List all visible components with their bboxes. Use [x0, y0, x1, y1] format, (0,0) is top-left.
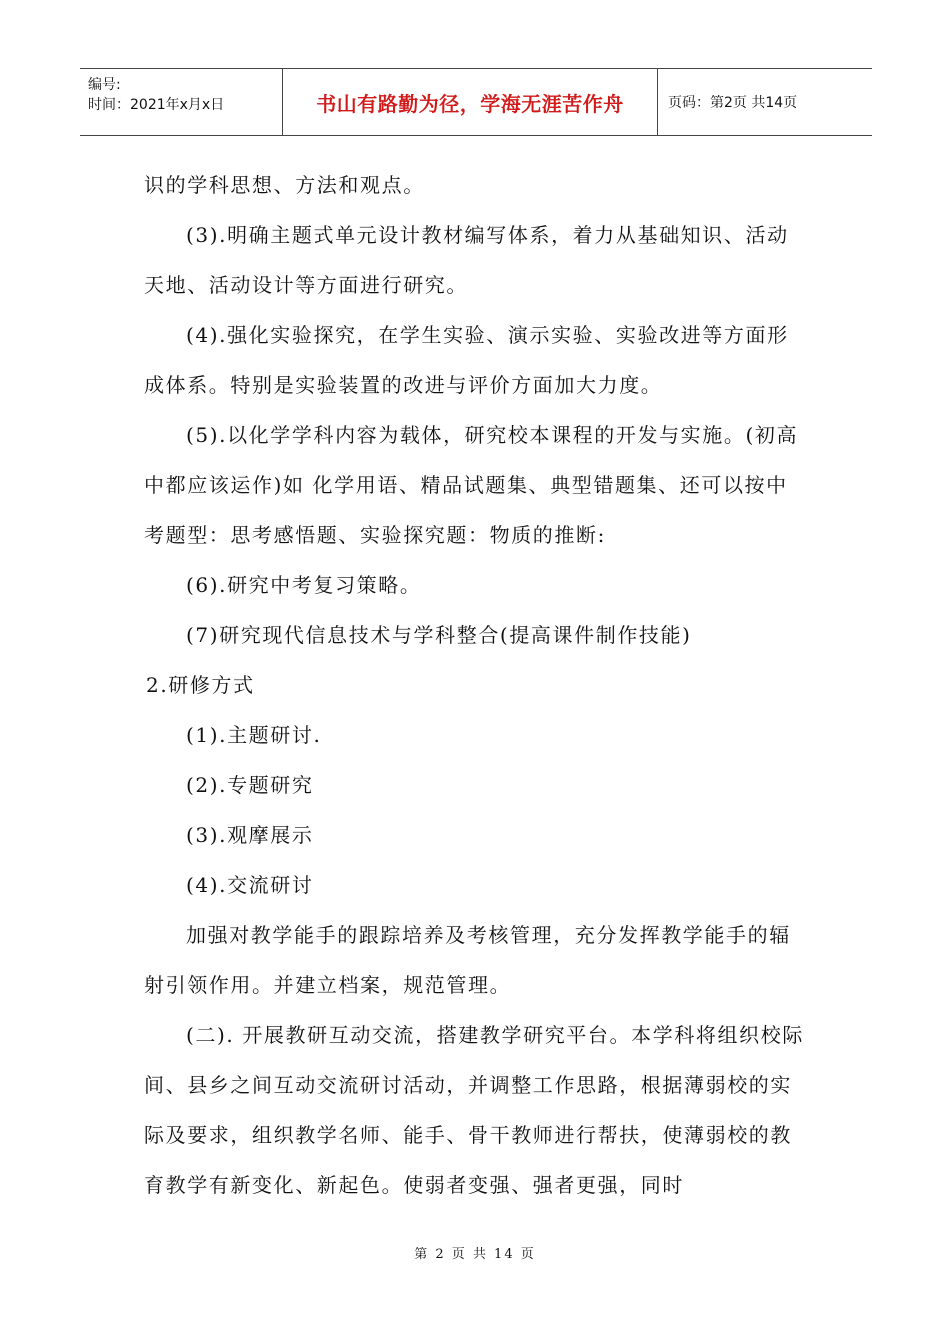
- section-heading: 2.研修方式: [146, 673, 255, 697]
- paragraph: (二). 开展教研互动交流，搭建教学研究平台。本学科将组织校际间、县乡之间互动交流研讨活动，并调整工作思路，根据薄弱校的实际及要求，组织教学名师、能手、骨干教师进行帮扶，使薄弱校的教育教学有新变化、新起色。使弱者变强、强者更强，同时: [144, 1023, 804, 1197]
- paragraph: (4).强化实验探究，在学生实验、演示实验、实验改进等方面形成体系。特别是实验装置的改进与评价方面加大力度。: [144, 323, 789, 397]
- header-page-info-cell: [658, 69, 872, 135]
- paragraph: (7)研究现代信息技术与学科整合(提高课件制作技能): [186, 623, 692, 647]
- list-item: (4).交流研讨: [186, 873, 314, 897]
- header-motto: 书山有路勤为径，学海无涯苦作舟: [316, 91, 624, 116]
- list-item: (3).观摩展示: [186, 823, 314, 847]
- header-motto-cell: [283, 69, 658, 135]
- paragraph: (5).以化学学科内容为载体，研究校本课程的开发与实施。(初高中都应该运作)如 化学用语、精品试题集、典型错题集、还可以按中考题型：思考感悟题、实验探究题：物质的推断:: [144, 423, 799, 547]
- document-body: [144, 160, 808, 1210]
- paragraph: 加强对教学能手的跟踪培养及考核管理，充分发挥教学能手的辐射引领作用。并建立档案，规范管理。: [144, 923, 791, 997]
- page-footer: [0, 1243, 950, 1262]
- paragraph: (6).研究中考复习策略。: [186, 573, 422, 597]
- list-item: (1).主题研讨.: [186, 723, 322, 747]
- document-number-label: 编号:: [88, 77, 121, 93]
- header-page-info: 页码：第2页 共14页: [668, 95, 798, 111]
- list-item: (2).专题研究: [186, 773, 314, 797]
- paragraph: (3).明确主题式单元设计教材编写体系，着力从基础知识、活动天地、活动设计等方面进行研究。: [144, 223, 789, 297]
- document-time: 时间：2021年x月x日: [88, 97, 225, 113]
- header-meta: [80, 69, 283, 135]
- paragraph: 识的学科思想、方法和观点。: [144, 173, 425, 197]
- footer-page-number: 第 2 页 共 14 页: [414, 1247, 536, 1262]
- page-header: [80, 68, 872, 136]
